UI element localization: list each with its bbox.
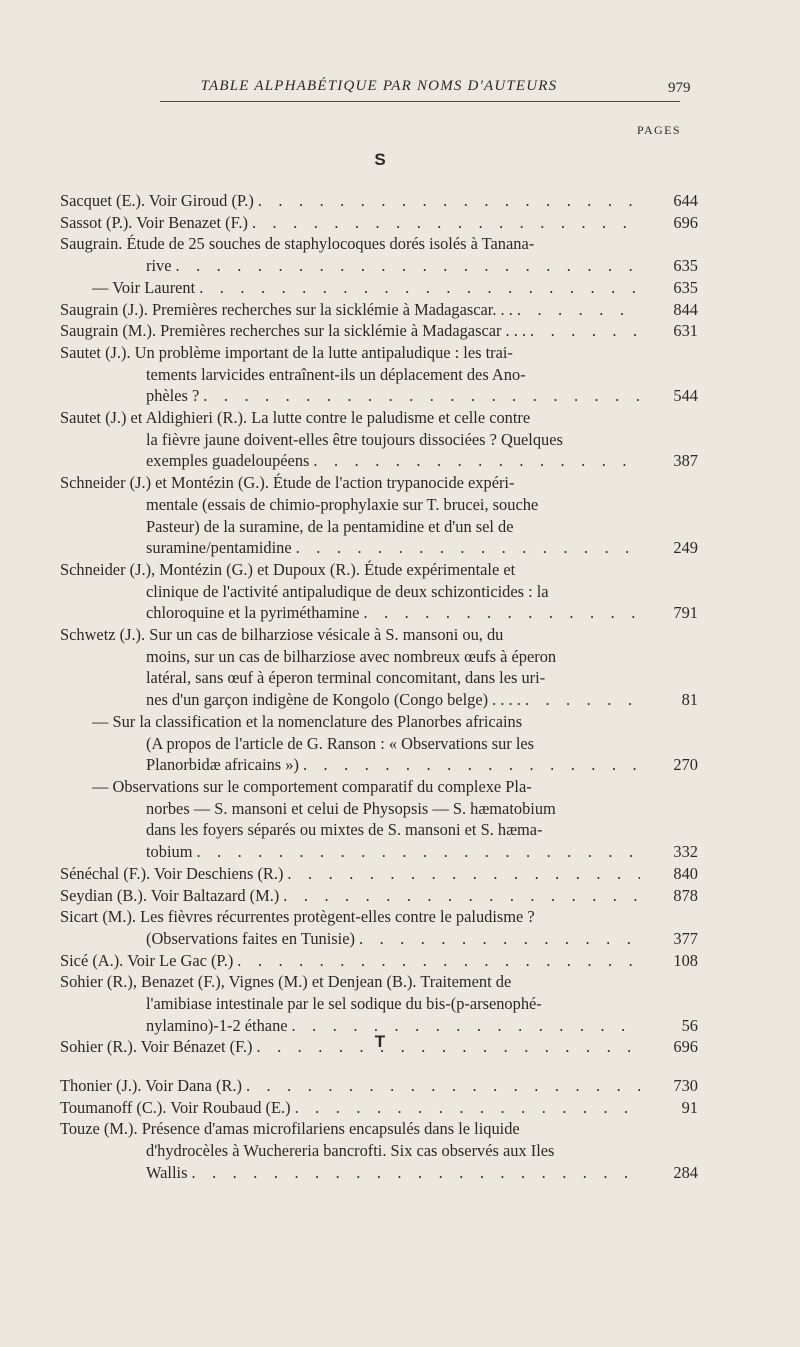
dot-leader (303, 754, 640, 776)
entry-line (60, 320, 640, 342)
entry-line (60, 602, 640, 624)
dot-leader (530, 320, 640, 342)
entry-line-text: Saugrain (M.). Premières recherches sur la sicklémie à Madagascar . . . (60, 321, 527, 341)
index-entry (60, 212, 700, 234)
entry-line: Sicart (M.). Les fièvres récurrentes protègent-elles contre le paludisme ? (60, 907, 535, 927)
entry-line (60, 1162, 640, 1184)
entry-line-text: Toumanoff (C.). Voir Roubaud (E.) (60, 1097, 291, 1117)
dot-leader (359, 928, 640, 950)
entry-line: latéral, sans œuf à éperon terminal concomitant, dans les uri- (146, 668, 546, 688)
entry-line (60, 255, 640, 277)
entry-line (60, 885, 640, 907)
entry-line: d'hydrocèles à Wuchereria bancrofti. Six cas observés aux Iles (146, 1141, 555, 1161)
page-reference: 270 (673, 755, 698, 775)
entry-line-text: Sacquet (E.). Voir Giroud (P.) (60, 191, 254, 210)
page-reference: 108 (673, 950, 698, 970)
entry-line: Saugrain. Étude de 25 souches de staphylocoques dorés isolés à Tanana- (60, 234, 535, 254)
pages-column-label: PAGES (637, 123, 681, 137)
page-reference: 844 (673, 299, 698, 319)
entry-line (60, 863, 640, 885)
page-reference: 249 (673, 538, 698, 558)
page-reference: 696 (673, 1037, 698, 1057)
dot-leader (313, 450, 640, 472)
entry-line (60, 190, 640, 212)
entry-line (60, 689, 640, 711)
entry-line: Schneider (J.) et Montézin (G.). Étude de l'action trypanocide expéri- (60, 473, 515, 493)
index-entry (60, 906, 700, 949)
entry-line: l'amibiase intestinale par le sel sodique du bis-(p-arsenophé- (146, 994, 542, 1014)
entry-line-text: Sohier (R.). Voir Bénazet (F.) (60, 1037, 253, 1057)
index-entry (60, 950, 700, 972)
entry-line-text: Sicé (A.). Voir Le Gac (P.) (60, 950, 234, 970)
dot-leader (296, 537, 640, 559)
entry-line: (A propos de l'article de G. Ranson : « Observations sur les (146, 733, 535, 753)
entry-line (60, 299, 640, 321)
page-reference: 332 (673, 842, 698, 862)
header-rule (160, 101, 680, 102)
dot-leader (199, 277, 640, 299)
dot-leader (252, 212, 640, 234)
entry-line: clinique de l'activité antipaludique de deux schizonticides : la (146, 581, 549, 601)
page-reference: 631 (673, 321, 698, 341)
entry-line-text: Sénéchal (F.). Voir Deschiens (R.) (60, 863, 284, 883)
page-reference: 791 (673, 603, 698, 623)
page-reference: 840 (673, 863, 698, 883)
index-section (60, 190, 700, 1058)
index-entry (60, 711, 700, 776)
dot-leader (175, 255, 640, 277)
entry-line: norbes — S. mansoni et celui de Physopsis — S. hæmatobium (146, 798, 556, 818)
entry-line (60, 928, 640, 950)
dot-leader (525, 689, 640, 711)
index-entry (60, 559, 700, 624)
entry-line-text: (Observations faites en Tunisie) (146, 928, 355, 948)
page-reference: 635 (673, 256, 698, 276)
dot-leader (287, 863, 640, 885)
dot-leader (203, 385, 640, 407)
index-entry (60, 472, 700, 559)
entry-line: — Observations sur le comportement comparatif du complexe Pla- (92, 776, 532, 796)
index-entry (60, 342, 700, 407)
page-reference: 544 (673, 386, 698, 406)
index-section (60, 1075, 700, 1184)
entry-line (60, 385, 640, 407)
entry-line: Pasteur) de la suramine, de la pentamidine et d'un sel de (146, 516, 514, 536)
page-reference: 91 (681, 1097, 698, 1117)
dot-leader (517, 299, 640, 321)
dot-leader (283, 885, 640, 907)
page-reference: 730 (673, 1076, 698, 1095)
entry-line-text: Sassot (P.). Voir Benazet (F.) (60, 212, 248, 232)
index-entry (60, 407, 700, 472)
entry-line-text: Thonier (J.). Voir Dana (R.) (60, 1076, 242, 1095)
dot-leader (196, 841, 640, 863)
index-entry (60, 1075, 700, 1097)
index-entry (60, 320, 700, 342)
index-entry (60, 1118, 700, 1183)
entry-line: Touze (M.). Présence d'amas microfilariens encapsulés dans le liquide (60, 1119, 520, 1139)
entry-line-text: tobium (146, 842, 193, 862)
index-entry (60, 233, 700, 276)
entry-line: la fièvre jaune doivent-elles être toujours dissociées ? Quelques (146, 429, 563, 449)
page-reference: 644 (673, 191, 698, 210)
index-entry (60, 624, 700, 711)
entry-line-text: chloroquine et la pyriméthamine (146, 603, 360, 623)
entry-line-text: Seydian (B.). Voir Baltazard (M.) (60, 885, 280, 905)
entry-line: — Sur la classification et la nomenclature des Planorbes africains (92, 711, 523, 731)
entry-line (60, 1075, 640, 1097)
index-entry (60, 299, 700, 321)
dot-leader (258, 190, 640, 212)
entry-line-text: suramine/pentamidine (146, 538, 292, 558)
index-entry (60, 863, 700, 885)
index-entry (60, 776, 700, 863)
page-reference: 696 (673, 212, 698, 232)
page-reference: 81 (681, 690, 698, 710)
index-entry (60, 885, 700, 907)
index-entry (60, 1097, 700, 1119)
entry-line: Sautet (J.). Un problème important de la lutte antipaludique : les trai- (60, 342, 513, 362)
entry-line: Schneider (J.), Montézin (G.) et Dupoux (R.). Étude expérimentale et (60, 559, 516, 579)
entry-line-text: phèles ? (146, 386, 200, 406)
entry-line-text: — Voir Laurent (92, 277, 196, 297)
entry-line: Sautet (J.) et Aldighieri (R.). La lutte contre le paludisme et celle contre (60, 408, 531, 428)
dot-leader (191, 1162, 640, 1184)
dot-leader (237, 950, 640, 972)
entry-line-text: Saugrain (J.). Premières recherches sur la sicklémie à Madagascar. . . (60, 299, 513, 319)
page-reference: 635 (673, 277, 698, 297)
entry-line (60, 450, 640, 472)
entry-line: moins, sur un cas de bilharziose avec nombreux œufs à éperon (146, 646, 557, 666)
entry-line-text: nylamino)-1-2 éthane (146, 1015, 288, 1035)
dot-leader (363, 602, 640, 624)
page-reference: 387 (673, 451, 698, 471)
entry-line (60, 754, 640, 776)
entry-line-text: exemples guadeloupéens (146, 451, 310, 471)
entry-line (60, 950, 640, 972)
entry-line (60, 277, 640, 299)
entry-line: tements larvicides entraînent-ils un déplacement des Ano- (146, 364, 526, 384)
entry-line: dans les foyers séparés ou mixtes de S. mansoni et S. hæma- (146, 820, 543, 840)
entry-line: Sohier (R.), Benazet (F.), Vignes (M.) et Denjean (B.). Traitement de (60, 972, 512, 992)
entry-line (60, 212, 640, 234)
entry-line-text: Planorbidæ africains ») (146, 755, 299, 775)
index-entry (60, 190, 700, 212)
dot-leader (246, 1075, 640, 1097)
entry-line: Schwetz (J.). Sur un cas de bilharziose vésicale à S. mansoni ou, du (60, 625, 504, 645)
page-reference: 56 (681, 1015, 698, 1035)
page-reference: 878 (673, 885, 698, 905)
section-letter: T (374, 1032, 386, 1051)
entry-line-text: nes d'un garçon indigène de Kongolo (Congo belge) . . . . (146, 690, 521, 710)
index-entry (60, 277, 700, 299)
entry-line (60, 537, 640, 559)
section-letter: S (374, 150, 386, 169)
dot-leader (295, 1097, 640, 1119)
page-reference: 284 (673, 1162, 698, 1182)
entry-line-text: rive (146, 256, 172, 276)
entry-line (60, 1097, 640, 1119)
index-entry (60, 971, 700, 1036)
page-number: 979 (668, 80, 691, 96)
entry-line (60, 841, 640, 863)
entry-line-text: Wallis (146, 1162, 188, 1182)
entry-line: mentale (essais de chimio-prophylaxie sur T. brucei, souche (146, 494, 539, 514)
running-title: TABLE ALPHABÉTIQUE PAR NOMS D'AUTEURS (200, 78, 558, 94)
page-reference: 377 (673, 928, 698, 948)
